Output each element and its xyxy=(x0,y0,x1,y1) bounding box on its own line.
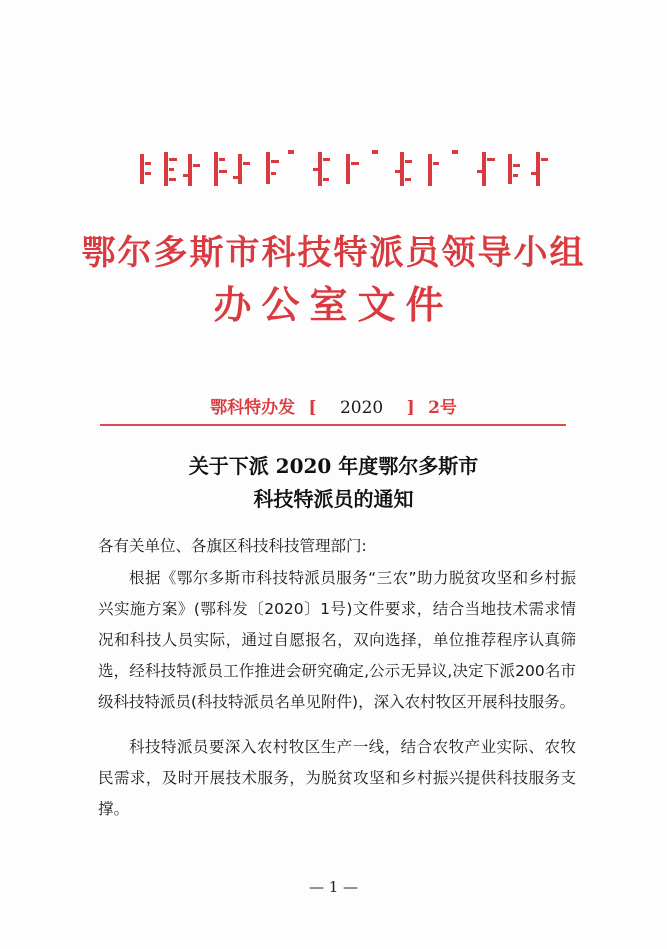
salutation: 各有关单位、各旗区科技科技管理部门: xyxy=(98,537,367,555)
mongolian-script-header xyxy=(138,148,558,192)
issuing-authority-title: 鄂尔多斯市科技特派员领导小组 xyxy=(81,233,586,273)
mongolian-script-graphic xyxy=(138,148,558,192)
notice-title-line2: 科技特派员的通知 xyxy=(253,487,414,511)
document-year: 2020 xyxy=(339,398,384,418)
document-number xyxy=(0,393,667,418)
close-bracket: ] xyxy=(406,398,415,418)
red-divider-line xyxy=(100,424,566,426)
notice-title-line1: 关于下派 2020 年度鄂尔多斯市 xyxy=(188,454,479,478)
body-paragraph-1: 根据《鄂尔多斯市科技特派员服务“三农”助力脱贫攻坚和乡村振兴实施方案》(鄂科发〔2020〕1号)文件要求，结合当地技术需求情况和科技人员实际，通过自愿报名，双向选择，单位推荐程序认真筛选，经科技特派员工作推进会研究确定,公示无异议,决定下派200名市级科技特派员(科技特派员名单见附件)，深入农村牧区开展科技服务。 xyxy=(98,569,576,711)
open-bracket: [ xyxy=(308,398,317,418)
document-type-title: 办公室文件 xyxy=(213,282,454,327)
page-number: — 1 — xyxy=(308,878,359,896)
document-serial: 2号 xyxy=(428,398,457,418)
body-paragraph-2: 科技特派员要深入农村牧区生产一线，结合农牧产业实际、农牧民需求，及时开展技术服务，为脱贫攻坚和乡村振兴提供科技服务支撑。 xyxy=(98,738,576,818)
document-number-prefix: 鄂科特办发 xyxy=(210,398,296,418)
